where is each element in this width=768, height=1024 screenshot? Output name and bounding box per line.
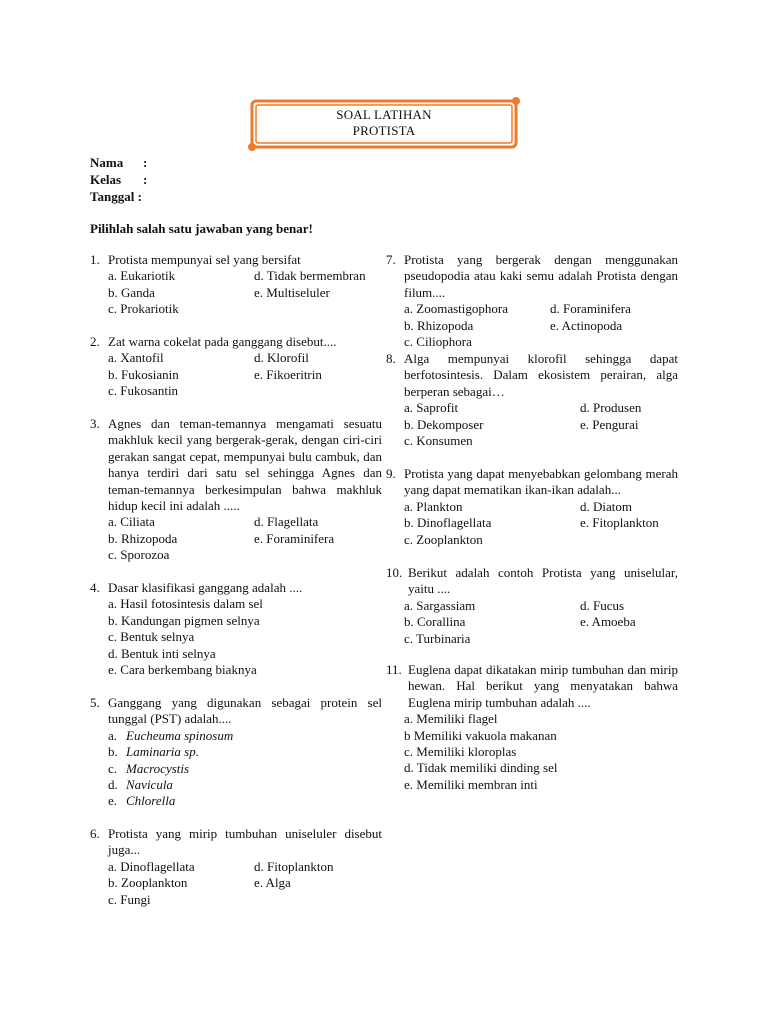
question-number: 2. — [90, 334, 100, 349]
option-a: a. Hasil fotosintesis dalam sel — [108, 596, 263, 612]
option-c: c. Bentuk selnya — [108, 629, 195, 645]
option-b: b. Corallina — [404, 614, 466, 630]
option-d: d. Bentuk inti selnya — [108, 645, 216, 661]
option-c: c. Zooplankton — [404, 531, 483, 547]
question-3 — [90, 416, 382, 564]
option-b: b. Dekomposer — [404, 416, 484, 432]
identity-colon: : — [143, 155, 148, 170]
identity-block — [90, 154, 147, 205]
question-text: Ganggang yang digunakan sebagai protein sel tunggal (PST) adalah.... — [108, 695, 382, 727]
question-number: 3. — [90, 416, 100, 431]
option-b: b. Dinoflagellata — [404, 515, 492, 531]
option-a: a. Xantofil — [108, 350, 164, 366]
option-a: a. Memiliki flagel — [404, 711, 498, 727]
option-a: a. Saprofit — [404, 400, 459, 416]
question-number: 9. — [386, 466, 396, 481]
question-11 — [386, 662, 678, 793]
title-line-1: SOAL LATIHAN — [336, 107, 432, 122]
option-e: e. Fikoeritrin — [254, 366, 322, 382]
option-e: e. Fitoplankton — [580, 515, 659, 531]
option-c: c. Prokariotik — [108, 301, 179, 317]
option-d: d. Klorofil — [254, 350, 309, 366]
option-b: b. Rhizopoda — [108, 530, 178, 546]
option-b: b. Ganda — [108, 284, 155, 300]
question-6 — [90, 826, 382, 908]
option-b: b Memiliki vakuola makanan — [404, 727, 557, 743]
option-e: e. Actinopoda — [550, 317, 623, 333]
question-7 — [386, 252, 678, 350]
title-banner — [246, 96, 522, 152]
question-2 — [90, 334, 382, 400]
option-c: c. Turbinaria — [404, 630, 471, 646]
option-a: a. Plankton — [404, 498, 463, 514]
option-e: e. Foraminifera — [254, 530, 335, 546]
identity-row-tanggal — [90, 188, 147, 205]
option-d: d. Tidak bermembran — [254, 268, 366, 284]
question-text: Euglena dapat dikatakan mirip tumbuhan dan mirip hewan. Hal berikut yang menyatakan bahwa Euglena mirip tumbuhan adalah .... — [408, 662, 678, 710]
option-e: e. Amoeba — [580, 614, 636, 630]
option-letter: e. — [108, 793, 118, 809]
option-d: Navicula — [126, 777, 173, 793]
option-d: d. Fitoplankton — [254, 858, 334, 874]
question-text: Protista yang mirip tumbuhan uniseluler disebut juga... — [108, 826, 382, 858]
question-text: Alga mempunyai klorofil sehingga dapat berfotosintesis. Dalam ekosistem perairan, alga berperan sebagai… — [404, 351, 678, 399]
question-number: 1. — [90, 252, 100, 267]
question-number: 6. — [90, 826, 100, 841]
identity-row-nama — [90, 154, 147, 171]
option-b: Laminaria sp. — [126, 744, 199, 760]
identity-label: Tanggal : — [90, 189, 142, 204]
question-number: 11. — [386, 662, 402, 677]
identity-label: Kelas — [90, 172, 122, 187]
question-text: Dasar klasifikasi ganggang adalah .... — [108, 580, 303, 595]
question-number: 5. — [90, 695, 100, 710]
option-d: d. Fucus — [580, 597, 625, 613]
option-e: e. Cara berkembang biaknya — [108, 662, 257, 678]
option-d: d. Diatom — [580, 498, 632, 514]
option-b: b. Zooplankton — [108, 875, 188, 891]
option-b: b. Rhizopoda — [404, 317, 474, 333]
option-a: Eucheuma spinosum — [126, 727, 234, 743]
question-number: 10. — [386, 565, 403, 580]
option-letter: b. — [108, 744, 118, 760]
option-d: d. Tidak memiliki dinding sel — [404, 760, 558, 776]
option-letter: a. — [108, 727, 118, 743]
option-a: a. Ciliata — [108, 514, 155, 530]
option-a: a. Dinoflagellata — [108, 858, 195, 874]
option-c: Macrocystis — [126, 760, 190, 776]
question-text: Zat warna cokelat pada ganggang disebut.... — [108, 334, 337, 349]
question-text: Berikut adalah contoh Protista yang uniselular, yaitu .... — [408, 565, 678, 597]
question-10 — [386, 565, 678, 647]
identity-label: Nama — [90, 155, 124, 170]
option-c: c. Fukosantin — [108, 383, 179, 399]
question-number: 8. — [386, 351, 396, 366]
option-letter: c. — [108, 760, 118, 776]
option-d: d. Flagellata — [254, 514, 319, 530]
identity-row-kelas — [90, 171, 147, 188]
option-e: e. Multiseluler — [254, 284, 330, 300]
option-e: e. Alga — [254, 875, 291, 891]
question-number: 7. — [386, 252, 396, 267]
question-8 — [386, 351, 678, 449]
option-b: b. Kandungan pigmen selnya — [108, 612, 260, 628]
option-c: c. Konsumen — [404, 433, 473, 449]
option-a: a. Zoomastigophora — [404, 301, 508, 317]
question-number: 4. — [90, 580, 100, 595]
question-4 — [90, 580, 382, 678]
question-1 — [90, 252, 382, 318]
question-text: Protista yang dapat menyebabkan gelombang merah yang dapat mematikan ikan-ikan adalah... — [404, 466, 678, 498]
option-c: c. Sporozoa — [108, 547, 170, 563]
identity-colon: : — [143, 172, 148, 187]
option-a: a. Eukariotik — [108, 268, 176, 284]
option-c: c. Memiliki kloroplas — [404, 744, 517, 760]
option-d: d. Produsen — [580, 400, 642, 416]
option-c: c. Ciliophora — [404, 334, 472, 350]
option-d: d. Foraminifera — [550, 301, 631, 317]
question-9 — [386, 466, 678, 548]
option-e: Chlorella — [126, 793, 176, 809]
question-text: Agnes dan teman-temannya mengamati sesuatu makhluk kecil yang bergerak-gerak, dengan ciri-ciri gerakan sangat cepat, mempunyai bulu cambuk, dan hanya terdiri dari satu sel sehingga Agnes dan teman-temannya berkesimpulan bahwa makhluk hidup kecil ini adalah ..... — [108, 416, 382, 514]
instruction: Pilihlah salah satu jawaban yang benar! — [90, 221, 313, 236]
question-text: Protista mempunyai sel yang bersifat — [108, 252, 301, 267]
option-e: e. Pengurai — [580, 416, 639, 432]
option-b: b. Fukosianin — [108, 366, 179, 382]
question-text: Protista yang bergerak dengan menggunakan pseudopodia atau kaki semu adalah Protista dengan filum.... — [404, 252, 678, 300]
option-letter: d. — [108, 777, 118, 793]
question-5 — [90, 695, 382, 810]
option-c: c. Fungi — [108, 891, 151, 907]
title-line-2: PROTISTA — [352, 123, 416, 138]
option-a: a. Sargassiam — [404, 597, 476, 613]
option-e: e. Memiliki membran inti — [404, 776, 538, 792]
